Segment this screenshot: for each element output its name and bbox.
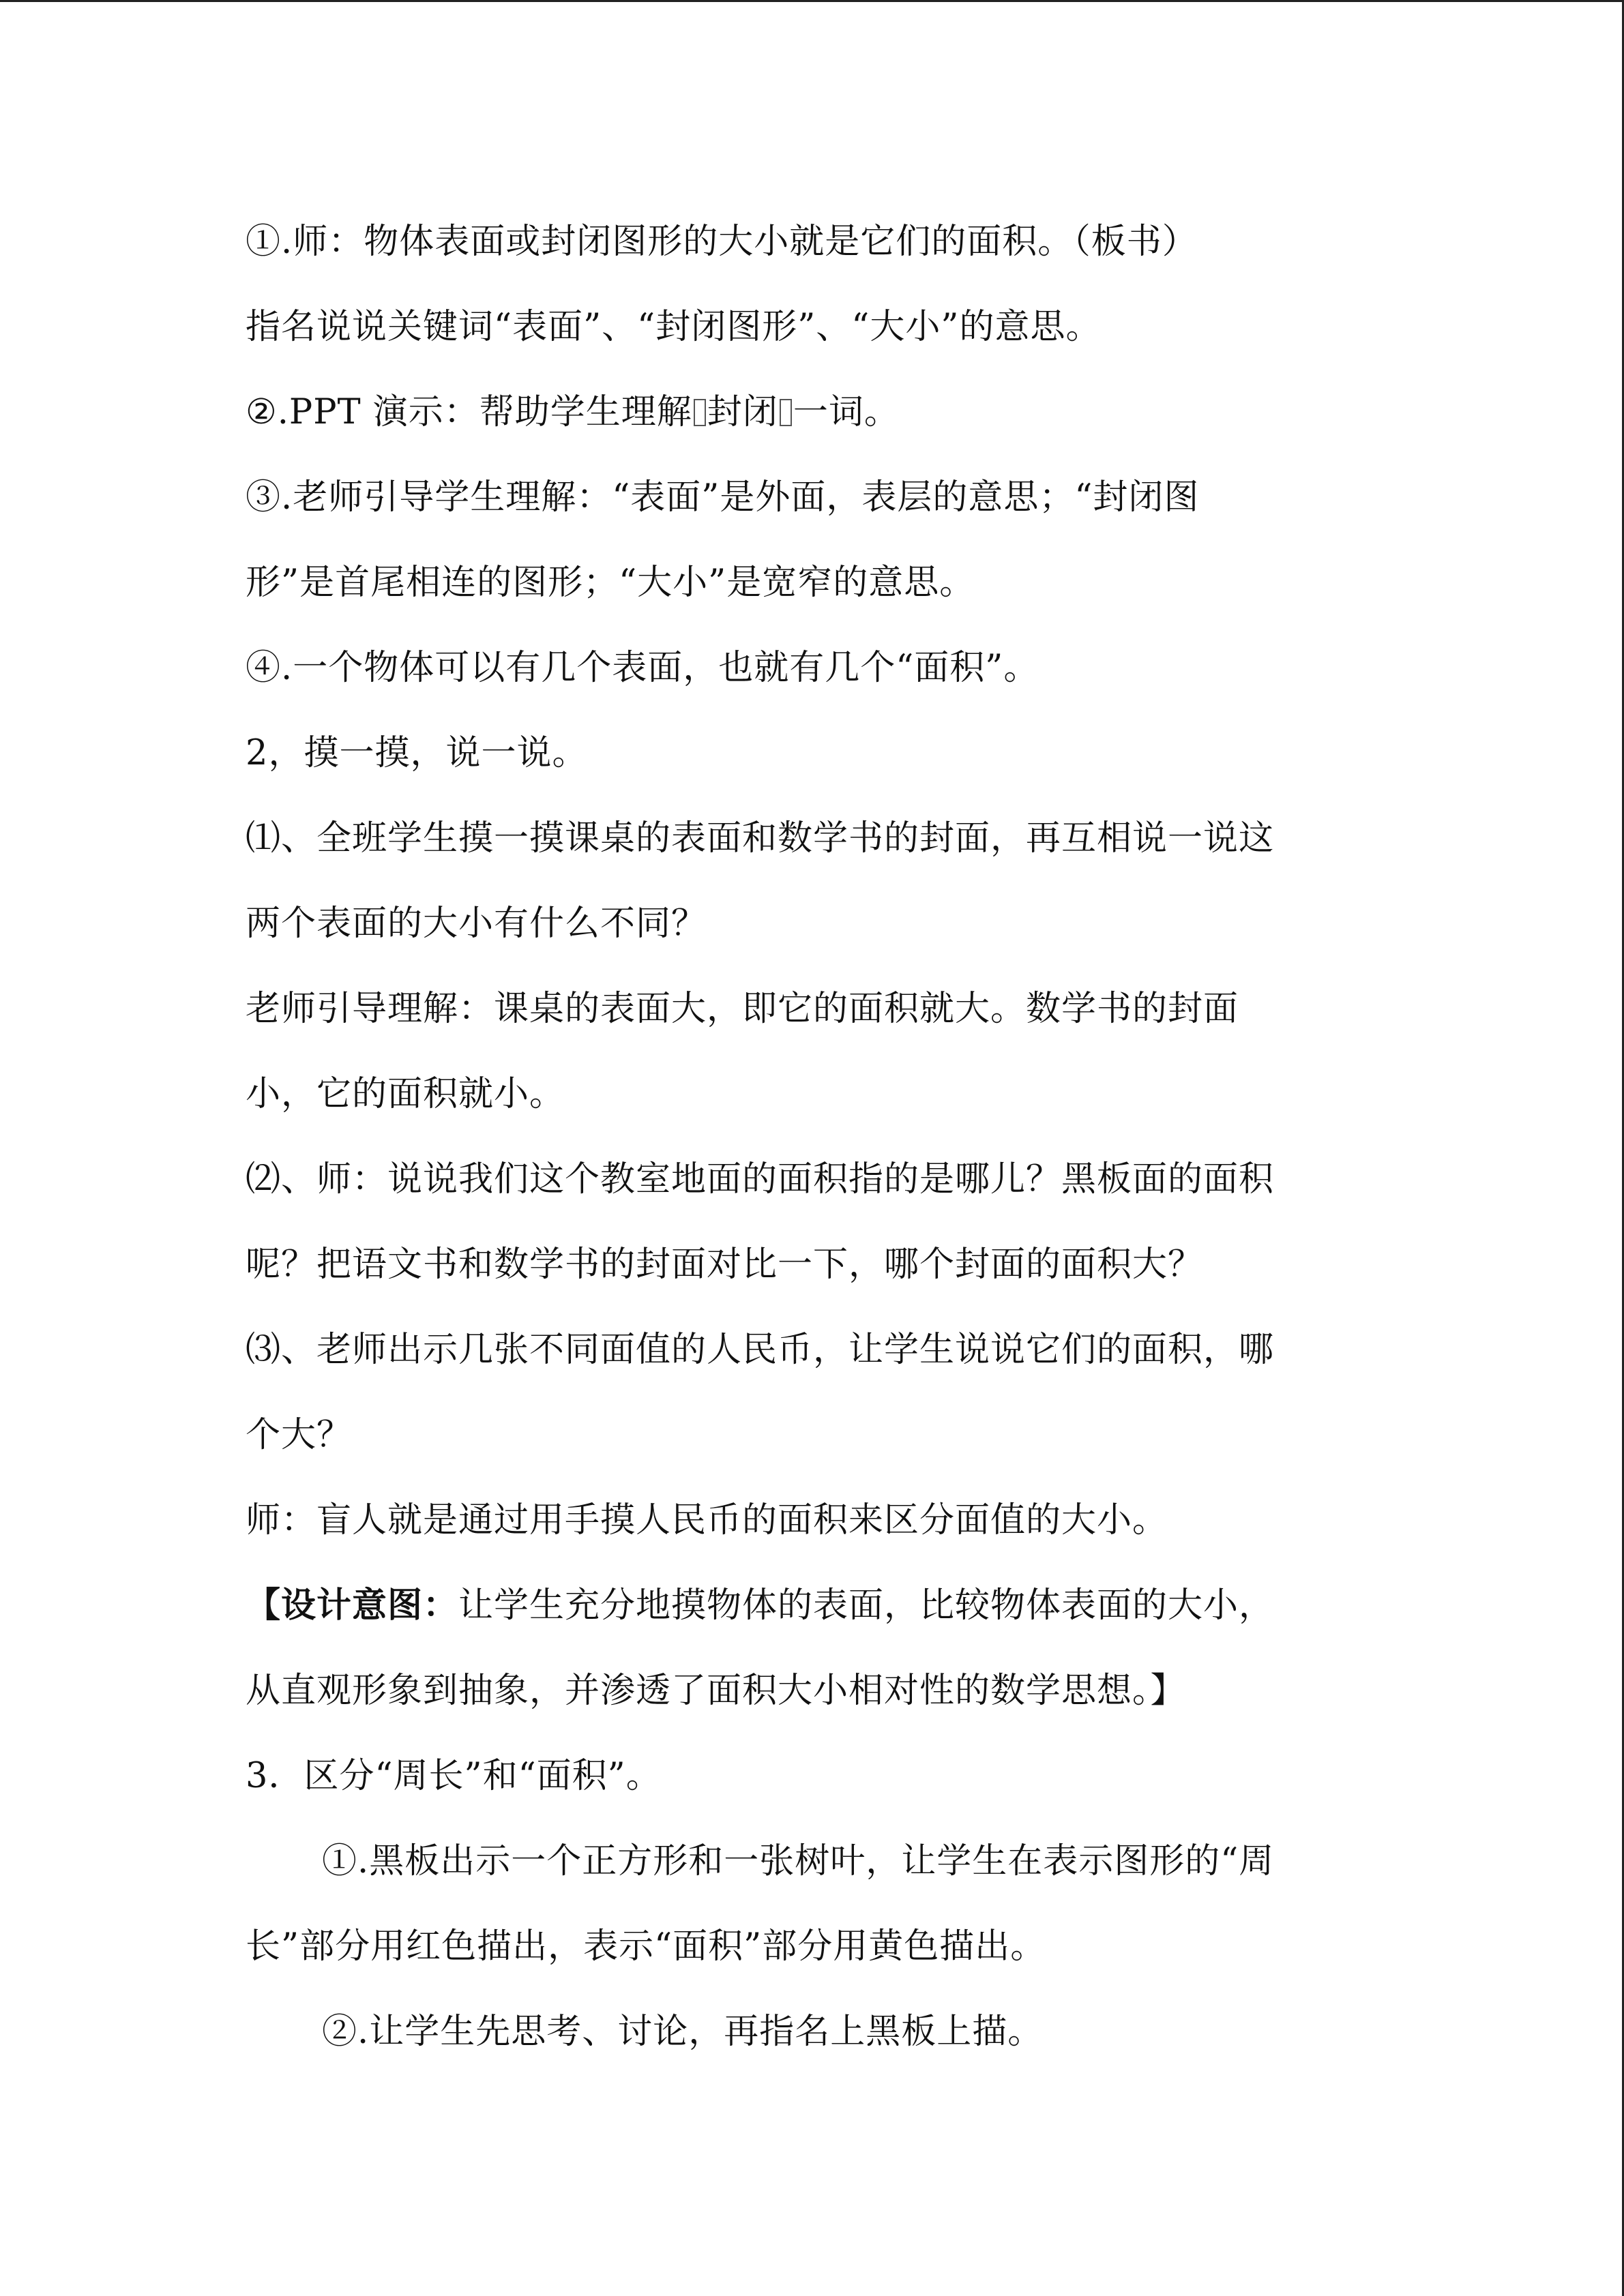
paragraph-line-13: 呢？把语文书和数学书的封面对比一下，哪个封面的面积大？: [246, 1244, 1204, 1285]
design-intent-label: 【设计意图：: [246, 1585, 459, 1626]
paragraph-line-16: 师：盲人就是通过用手摸人民币的面积来区分面值的大小。: [246, 1500, 1168, 1540]
line-3-part-2: 封闭: [707, 392, 778, 432]
design-intent-line-2: 从直观形象到抽象，并渗透了面积大小相对性的数学思想。】: [246, 1671, 1186, 1711]
paragraph-line-1: ①.师：物体表面或封闭图形的大小就是它们的面积。（板书）: [246, 222, 1198, 262]
paragraph-line-11: 小，它的面积就小。: [246, 1074, 565, 1114]
page-border-top: [0, 0, 1624, 2]
document-body: [246, 199, 1378, 2074]
missing-glyph-box: [780, 399, 792, 426]
design-intent-text: 让学生充分地摸物体的表面，比较物体表面的大小，: [458, 1585, 1275, 1626]
paragraph-line-21: 长”部分用红色描出，表示“面积”部分用黄色描出。: [246, 1926, 1046, 1967]
paragraph-line-2: 指名说说关键词“表面”、“封闭图形”、“大小”的意思。: [246, 307, 1102, 347]
line-3-part-3: 一词。: [793, 392, 900, 432]
paragraph-line-10: 老师引导理解：课桌的表面大，即它的面积就大。数学书的封面: [246, 989, 1239, 1029]
paragraph-line-4: ③.老师引导学生理解：“表面”是外面，表层的意思；“封闭图: [246, 477, 1200, 518]
paragraph-line-9: 两个表面的大小有什么不同？: [246, 904, 707, 944]
paragraph-line-6: ④.一个物体可以有几个表面，也就有几个“面积”。: [246, 648, 1039, 688]
paragraph-line-12: ⑵、师：说说我们这个教室地面的面积指的是哪儿？黑板面的面积: [246, 1159, 1275, 1199]
paragraph-line-14: ⑶、老师出示几张不同面值的人民币，让学生说说它们的面积，哪: [246, 1330, 1275, 1370]
paragraph-line-15: 个大？: [246, 1415, 353, 1455]
section-heading-2: 2，摸一摸，说一说。: [246, 733, 588, 773]
paragraph-line-22: ②.让学生先思考、讨论，再指名上黑板上描。: [322, 2012, 1044, 2052]
section-heading-3: 3．区分“周长”和“面积”。: [246, 1756, 662, 1796]
line-3-part-1: ②.PPT 演示：帮助学生理解: [246, 392, 692, 432]
missing-glyph-box: [694, 399, 706, 426]
paragraph-line-8: ⑴、全班学生摸一摸课桌的表面和数学书的封面，再互相说一说这: [246, 818, 1275, 859]
design-intent-line-1: [246, 1563, 1378, 1648]
paragraph-line-3: [246, 370, 1378, 455]
paragraph-line-5: 形”是首尾相连的图形；“大小”是宽窄的意思。: [246, 563, 975, 603]
paragraph-line-20: ①.黑板出示一个正方形和一张树叶，让学生在表示图形的“周: [322, 1841, 1275, 1881]
